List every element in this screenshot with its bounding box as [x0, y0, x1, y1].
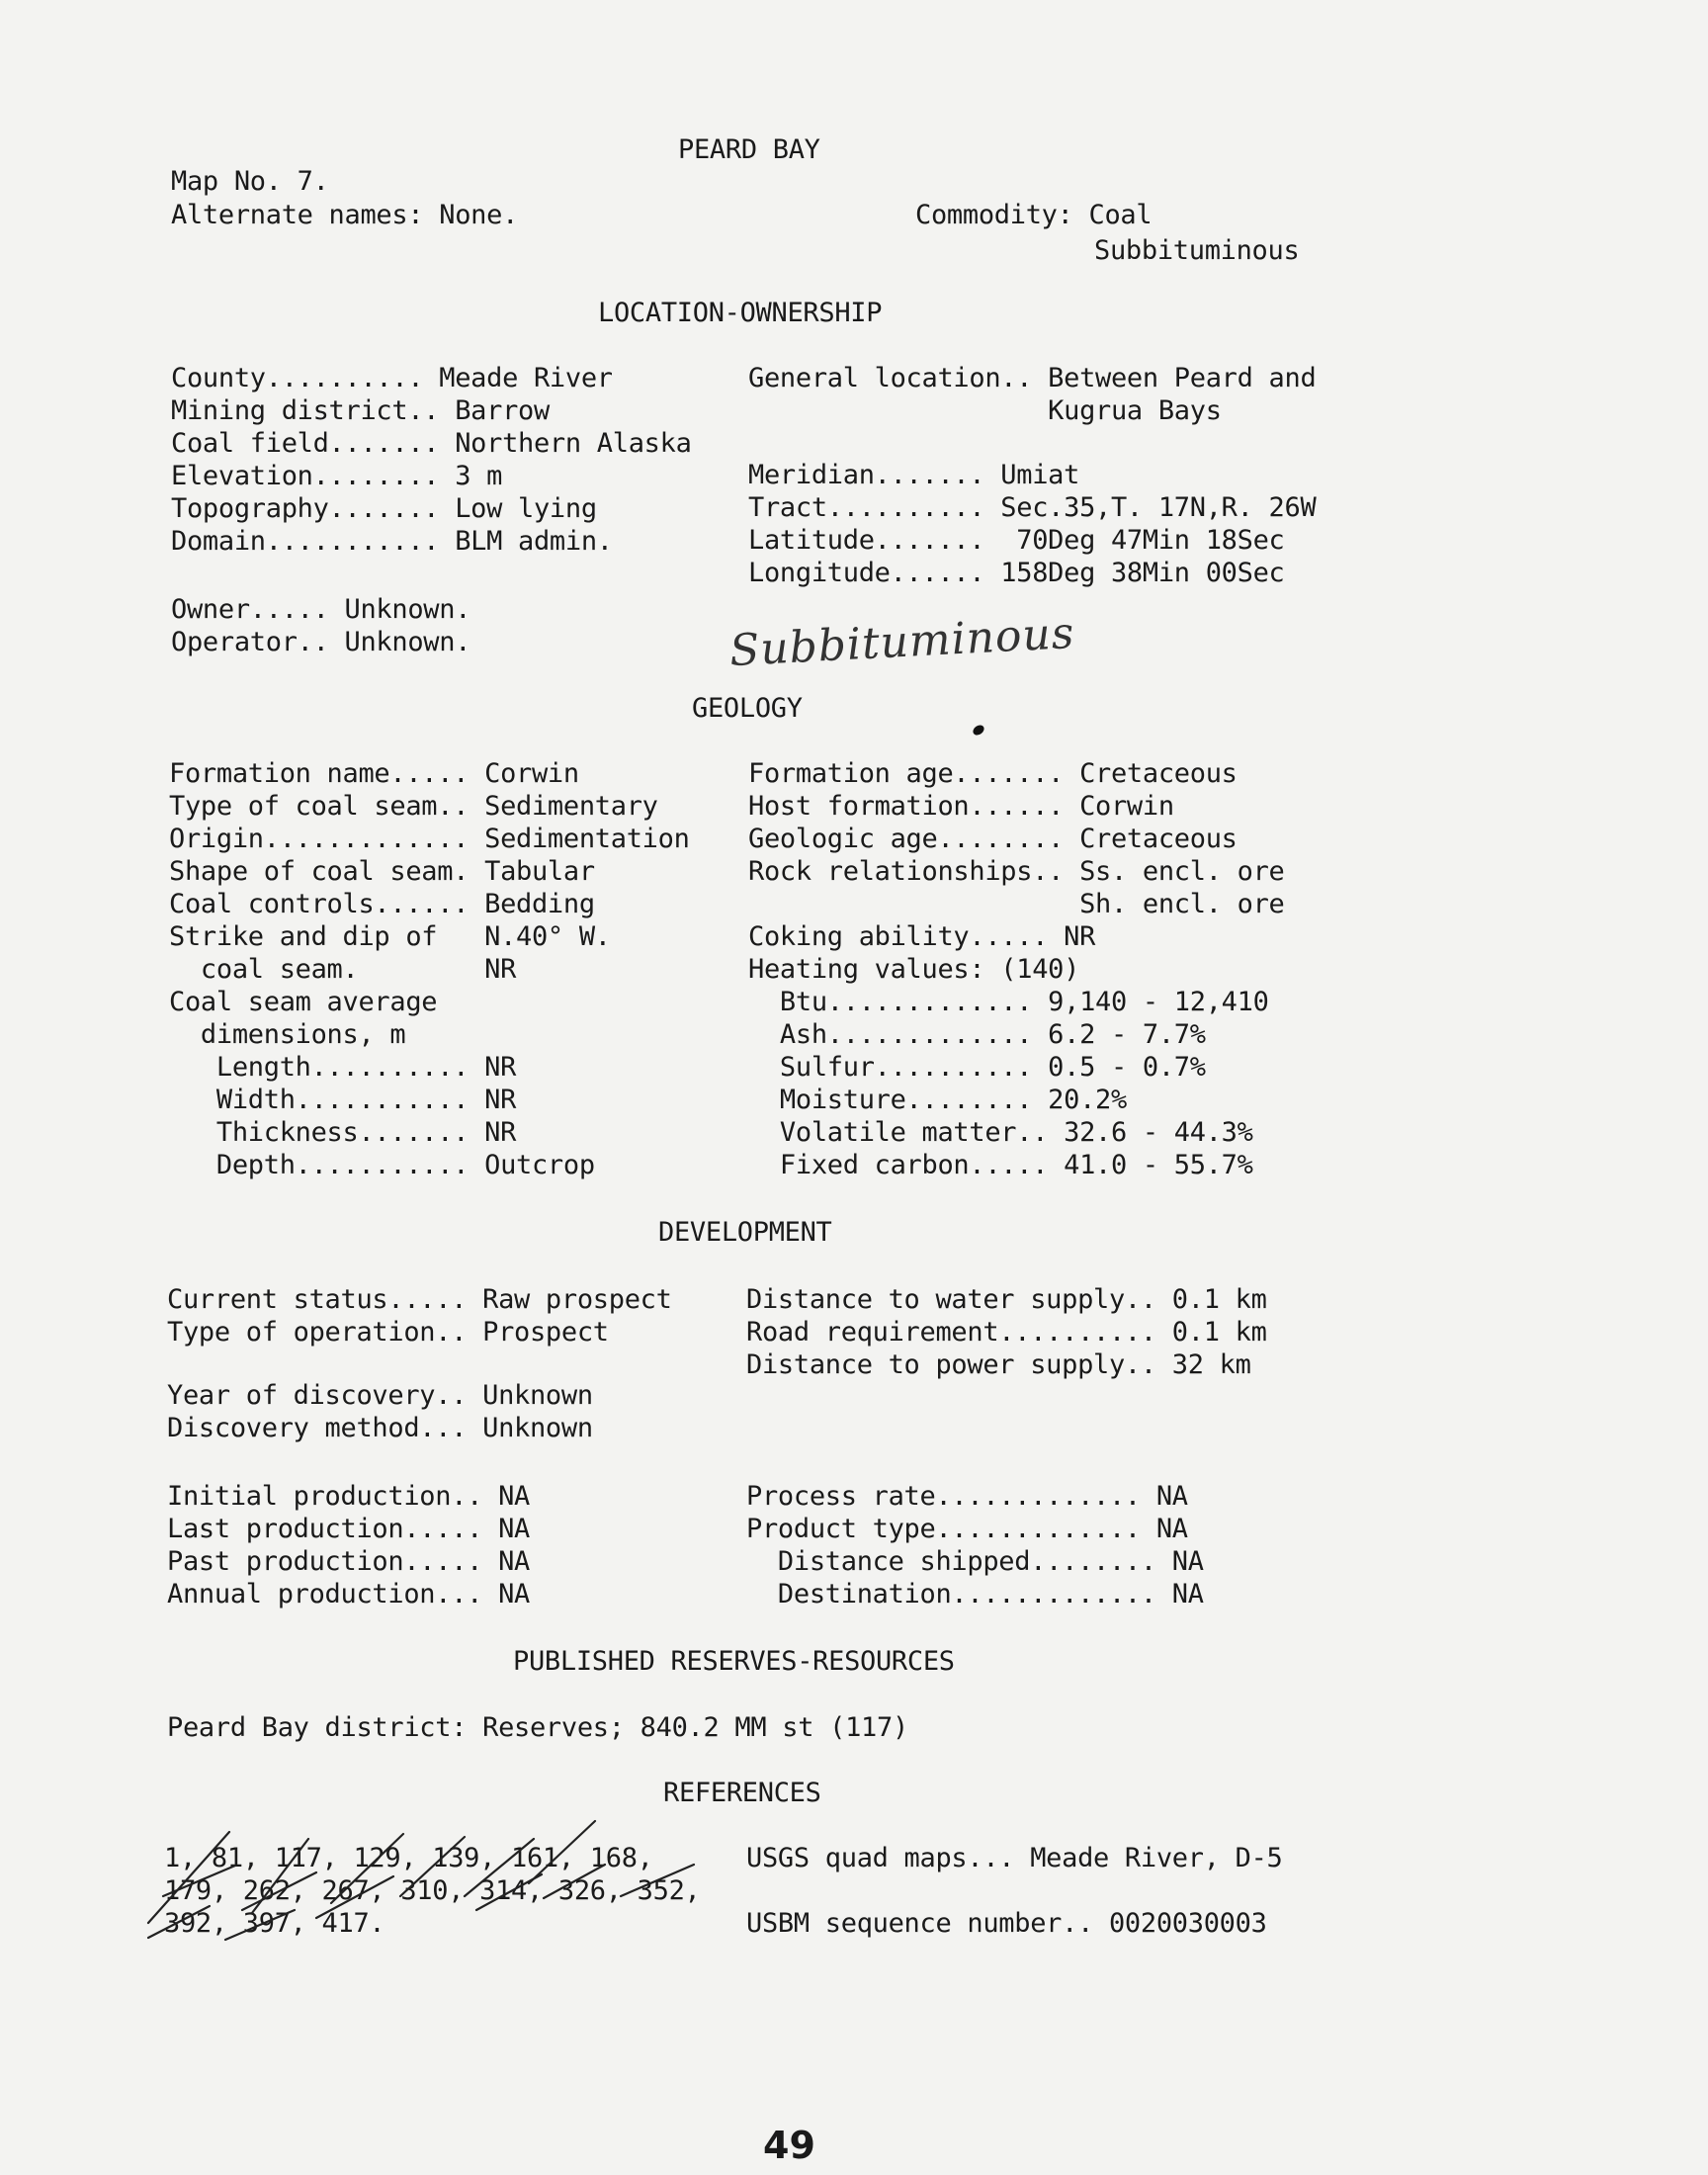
map-number: Map No. 7. — [171, 166, 329, 197]
reserves-text: Peard Bay district: Reserves; 840.2 MM st (117) — [167, 1712, 908, 1743]
geology-right-line: Host formation...... Corwin — [748, 791, 1174, 822]
geology-right-line: Sh. encl. ore — [748, 889, 1285, 919]
owner-line: Owner..... Unknown. — [171, 594, 471, 625]
geology-right-line: Ash............. 6.2 - 7.7% — [748, 1019, 1206, 1050]
location-line: Mining district.. Barrow — [171, 395, 550, 426]
process-line: Process rate............. NA — [746, 1481, 1188, 1512]
supply-line: Distance to water supply.. 0.1 km — [746, 1284, 1267, 1315]
strike-mark — [621, 1865, 694, 1896]
location-right-line: Tract.......... Sec.35,T. 17N,R. 26W — [748, 492, 1317, 523]
location-right-line: Meridian....... Umiat — [748, 460, 1080, 490]
geology-line: Formation name..... Corwin — [169, 758, 579, 789]
strike-mark — [331, 1834, 403, 1903]
geology-heading: GEOLOGY — [692, 693, 803, 724]
strike-mark — [148, 1906, 210, 1938]
reference-line: 179, 262, 267, 310, 314, 326, 352, — [164, 1875, 701, 1906]
process-line: Product type............. NA — [746, 1514, 1188, 1544]
strike-mark — [529, 1821, 595, 1883]
strike-mark — [544, 1865, 605, 1898]
geology-right-line: Heating values: (140) — [748, 954, 1080, 985]
production-line: Last production..... NA — [167, 1514, 530, 1544]
strike-mark — [400, 1837, 465, 1896]
geology-line: coal seam. NR — [169, 954, 517, 985]
reference-line: 1, 81, 117, 129, 139, 161, 168, — [164, 1843, 653, 1873]
geology-line: Thickness....... NR — [169, 1117, 517, 1148]
geology-right-line: Moisture........ 20.2% — [748, 1085, 1127, 1115]
location-right-line: Longitude...... 158Deg 38Min 00Sec — [748, 558, 1285, 588]
process-line: Destination............. NA — [746, 1579, 1204, 1610]
geology-right-line: Formation age....... Cretaceous — [748, 758, 1238, 789]
supply-line: Distance to power supply.. 32 km — [746, 1349, 1251, 1380]
production-line: Annual production... NA — [167, 1579, 530, 1610]
page-number: 49 — [763, 2124, 815, 2167]
development-heading: DEVELOPMENT — [658, 1217, 832, 1248]
usbm-sequence-number: USBM sequence number.. 0020030003 — [746, 1908, 1267, 1939]
geology-right-line: Sulfur.......... 0.5 - 0.7% — [748, 1052, 1206, 1083]
discovery-line: Discovery method... Unknown — [167, 1413, 593, 1443]
references-heading: REFERENCES — [663, 1778, 821, 1808]
production-line: Past production..... NA — [167, 1546, 530, 1577]
discovery-line: Year of discovery.. Unknown — [167, 1380, 593, 1411]
location-line: Coal field....... Northern Alaska — [171, 428, 692, 459]
usgs-quad-maps: USGS quad maps... Meade River, D-5 — [746, 1843, 1283, 1873]
geology-line: Width........... NR — [169, 1085, 517, 1115]
geology-right-line: Geologic age........ Cretaceous — [748, 824, 1238, 854]
geology-line: Length.......... NR — [169, 1052, 517, 1083]
geology-line: Shape of coal seam. Tabular — [169, 856, 595, 887]
general-location-line: General location.. Between Peard and — [748, 363, 1317, 393]
location-line: Topography....... Low lying — [171, 493, 597, 524]
geology-line: Type of coal seam.. Sedimentary — [169, 791, 658, 822]
production-line: Initial production.. NA — [167, 1481, 530, 1512]
geology-line: Strike and dip of N.40° W. — [169, 921, 611, 952]
location-line: Elevation........ 3 m — [171, 461, 503, 491]
geology-right-line: Rock relationships.. Ss. encl. ore — [748, 856, 1285, 887]
geology-line: Origin............. Sedimentation — [169, 824, 690, 854]
strike-mark — [316, 1876, 393, 1918]
strike-mark — [465, 1839, 534, 1896]
development-line: Current status..... Raw prospect — [167, 1284, 672, 1315]
process-line: Distance shipped........ NA — [746, 1546, 1204, 1577]
geology-right-line: Volatile matter.. 32.6 - 44.3% — [748, 1117, 1253, 1148]
geology-line: Coal seam average — [169, 987, 438, 1017]
general-location-line: Kugrua Bays — [748, 395, 1222, 426]
geology-right-line: Coking ability..... NR — [748, 921, 1096, 952]
handwritten-annotation: Subbituminous — [727, 607, 1076, 677]
alternate-names: Alternate names: None. — [171, 200, 519, 230]
geology-right-line: Fixed carbon..... 41.0 - 55.7% — [748, 1150, 1253, 1180]
development-line: Type of operation.. Prospect — [167, 1317, 609, 1348]
geology-line: dimensions, m — [169, 1019, 406, 1050]
commodity: Commodity: Coal — [915, 200, 1153, 230]
strike-mark — [476, 1874, 542, 1910]
geology-line: Depth........... Outcrop — [169, 1150, 595, 1180]
geology-line: Coal controls...... Bedding — [169, 889, 595, 919]
strike-mark — [163, 1866, 235, 1896]
location-line: County.......... Meade River — [171, 363, 613, 393]
location-right-line: Latitude....... 70Deg 47Min 18Sec — [748, 525, 1285, 556]
reference-line: 392, 397, 417. — [164, 1908, 385, 1939]
reserves-heading: PUBLISHED RESERVES-RESOURCES — [513, 1646, 955, 1677]
commodity-type: Subbituminous — [1094, 235, 1300, 266]
strike-mark — [225, 1910, 295, 1940]
location-ownership-heading: LOCATION-OWNERSHIP — [598, 298, 883, 328]
supply-line: Road requirement.......... 0.1 km — [746, 1317, 1267, 1348]
location-line: Domain........... BLM admin. — [171, 526, 613, 557]
page-title: PEARD BAY — [678, 134, 820, 165]
geology-right-line: Btu............. 9,140 - 12,410 — [748, 987, 1269, 1017]
operator-line: Operator.. Unknown. — [171, 627, 471, 657]
strike-mark — [148, 1832, 229, 1923]
